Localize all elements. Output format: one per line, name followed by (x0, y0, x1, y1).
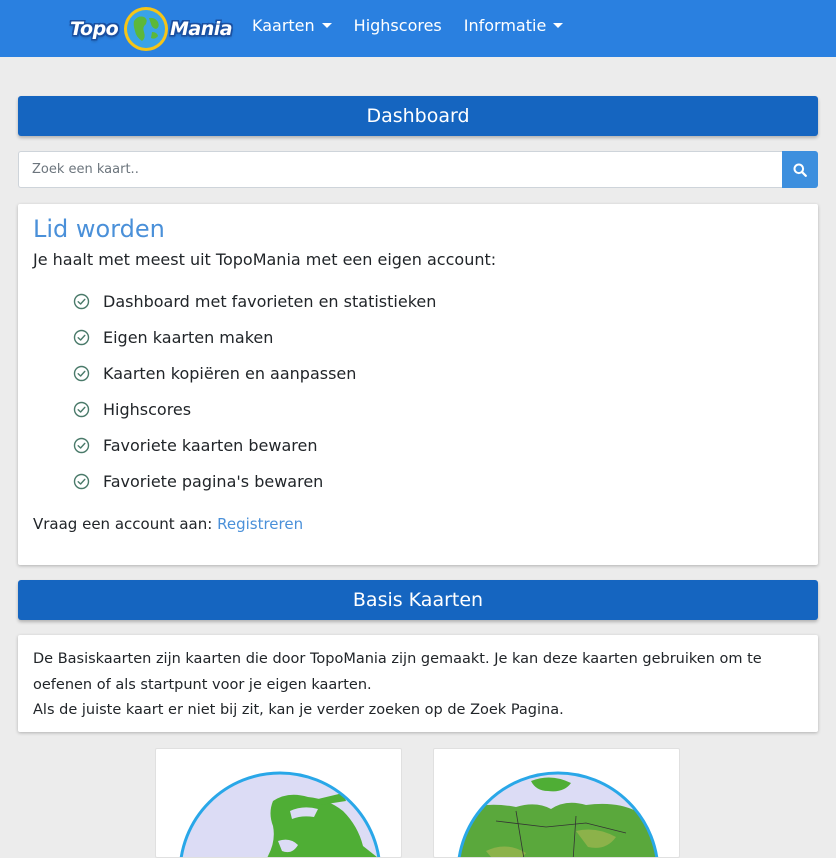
benefits-list (73, 283, 803, 499)
map-thumbnail-europe (456, 771, 660, 858)
check-circle-icon (73, 437, 90, 454)
search-bar (18, 151, 818, 188)
register-link[interactable]: Registreren (217, 515, 304, 533)
basis-description-search: Als de juiste kaart er niet bij zit, kan je verder zoeken op de Zoek Pagina. (33, 702, 564, 718)
membership-intro: Je haalt met meest uit TopoMania met een eigen account: (33, 250, 497, 269)
caret-down-icon (553, 23, 563, 28)
dashboard-header (18, 96, 818, 136)
benefit-label: Highscores (103, 399, 192, 419)
check-circle-icon (73, 473, 90, 490)
list-item (73, 319, 803, 355)
nav-links (252, 16, 585, 35)
map-card-netherlands[interactable] (155, 748, 402, 858)
search-button[interactable] (782, 151, 818, 188)
list-item (73, 391, 803, 427)
topomania-logo[interactable] (70, 4, 233, 54)
list-item (73, 283, 803, 319)
basis-kaarten-header (18, 580, 818, 620)
nav-informatie[interactable] (464, 16, 564, 35)
check-circle-icon (73, 329, 90, 346)
basis-kaarten-title: Basis Kaarten (352, 589, 484, 611)
map-thumbnail-netherlands (178, 771, 382, 858)
basis-description-card (18, 635, 818, 732)
account-prompt: Vraag een account aan: (33, 515, 213, 533)
account-prompt-line (33, 515, 803, 533)
nav-kaarten-label: Kaarten (252, 16, 315, 35)
map-card-europe[interactable] (433, 748, 680, 858)
nav-kaarten[interactable] (252, 16, 332, 35)
benefit-label: Eigen kaarten maken (103, 327, 274, 347)
benefit-label: Favoriete pagina's bewaren (103, 471, 324, 491)
check-circle-icon (73, 365, 90, 382)
search-icon (793, 163, 807, 177)
list-item (73, 355, 803, 391)
logo-text-left: Topo (70, 18, 119, 40)
nav-informatie-label: Informatie (463, 16, 547, 35)
list-item (73, 463, 803, 499)
membership-card (18, 204, 818, 565)
list-item (73, 427, 803, 463)
caret-down-icon (322, 23, 332, 28)
basis-description: De Basiskaarten zijn kaarten die door TopoMania zijn gemaakt. Je kan deze kaarten gebruiken om te oefenen of als startpunt voor je eigen kaarten. (33, 651, 762, 693)
globe-icon (122, 5, 170, 53)
benefit-label: Favoriete kaarten bewaren (103, 435, 318, 455)
membership-title: Lid worden (33, 215, 165, 243)
benefit-label: Dashboard met favorieten en statistieken (103, 291, 437, 311)
nav-highscores-label: Highscores (353, 16, 442, 35)
nav-highscores[interactable] (354, 16, 442, 35)
search-input[interactable] (18, 151, 782, 188)
logo-text-right: Mania (170, 18, 233, 40)
benefit-label: Kaarten kopiëren en aanpassen (103, 363, 357, 383)
top-navbar (0, 0, 836, 57)
check-circle-icon (73, 401, 90, 418)
check-circle-icon (73, 293, 90, 310)
dashboard-title: Dashboard (366, 105, 470, 127)
